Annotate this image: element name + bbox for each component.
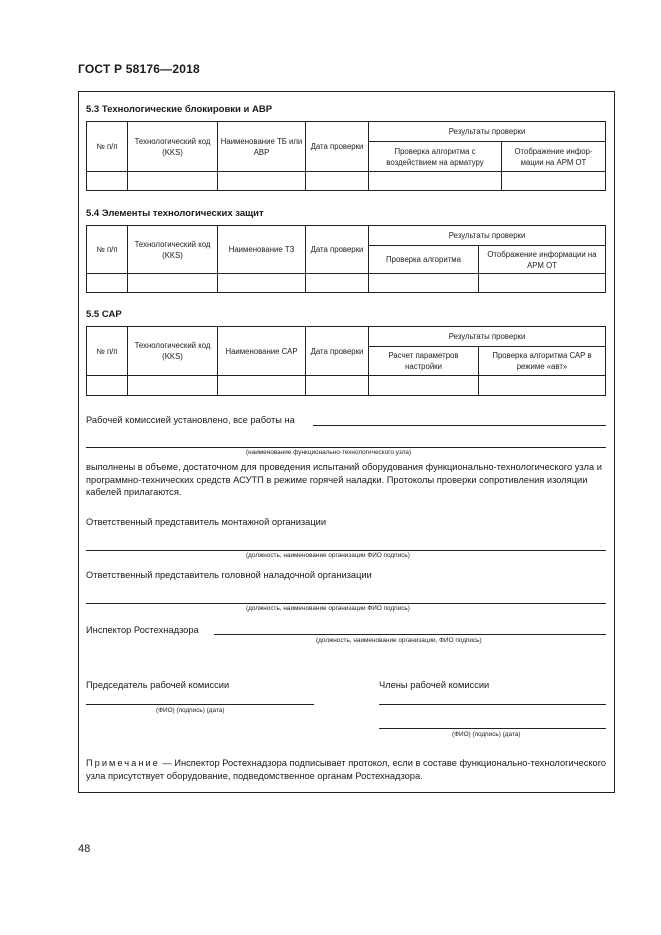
empty-cell[interactable]: [479, 274, 606, 293]
commissioning-caption: (должность, наименование организации ФИО подпись): [246, 605, 410, 612]
empty-cell[interactable]: [218, 376, 306, 396]
col-header-results: Результаты проверки: [369, 327, 606, 347]
mounting-signature-line[interactable]: [86, 550, 606, 551]
chairman-signature-line[interactable]: [86, 704, 314, 705]
page-number: 48: [78, 843, 91, 855]
empty-cell[interactable]: [87, 376, 128, 396]
empty-cell[interactable]: [369, 274, 479, 293]
empty-cell[interactable]: [369, 172, 502, 191]
empty-cell[interactable]: [306, 172, 369, 191]
col-header-num: № п/п: [87, 327, 128, 376]
section-title-5-4: 5.4 Элементы технологических защит: [86, 208, 264, 219]
note: [86, 757, 610, 783]
col-header-kks: Технологический код (KKS): [128, 327, 218, 376]
table-5-5: [86, 326, 606, 396]
empty-cell[interactable]: [479, 376, 606, 396]
col-header-kks: Технологический код (KKS): [128, 226, 218, 274]
col-header-name: Наименование ТЗ: [218, 226, 306, 274]
commissioning-signature-line[interactable]: [86, 603, 606, 604]
unit-fill-line-2[interactable]: [86, 447, 606, 448]
empty-cell[interactable]: [218, 274, 306, 293]
table-5-3: [86, 121, 606, 191]
inspector-signature-line[interactable]: [214, 634, 606, 635]
members-caption: (ФИО) (подпись) (дата): [452, 731, 521, 738]
document-code: ГОСТ Р 58176—2018: [78, 62, 200, 76]
mounting-rep-label: Ответственный представитель монтажной организации: [86, 517, 327, 527]
col-header-result-2: Отображение инфор-мации на АРМ ОТ: [502, 142, 606, 172]
chairman-caption: (ФИО) (подпись) (дата): [156, 707, 225, 714]
commissioning-rep-label: Ответственный представитель головной наладочной организации: [86, 570, 372, 580]
members-signature-line-1[interactable]: [379, 704, 606, 705]
inspector-label: Инспектор Ростехнадзора: [86, 625, 199, 635]
empty-cell[interactable]: [218, 172, 306, 191]
members-signature-line-2[interactable]: [379, 728, 606, 729]
section-title-5-5: 5.5 САР: [86, 309, 122, 320]
empty-cell[interactable]: [502, 172, 606, 191]
col-header-result-1: Проверка алгоритма: [369, 246, 479, 274]
col-header-name: Наименование САР: [218, 327, 306, 376]
col-header-num: № п/п: [87, 122, 128, 172]
chairman-label: Председатель рабочей комиссии: [86, 680, 230, 690]
note-label: Примечание: [86, 758, 160, 768]
empty-cell[interactable]: [128, 274, 218, 293]
col-header-result-2: Проверка алгоритма САР в режиме «авт»: [479, 347, 606, 376]
col-header-num: № п/п: [87, 226, 128, 274]
table-5-4: [86, 225, 606, 293]
empty-cell[interactable]: [306, 274, 369, 293]
col-header-date: Дата проверки: [306, 226, 369, 274]
empty-cell[interactable]: [87, 274, 128, 293]
empty-cell[interactable]: [128, 172, 218, 191]
commission-intro: Рабочей комиссией установлено, все работы на: [86, 415, 295, 425]
col-header-result-1: Проверка алгоритма с воздействием на арматуру: [369, 142, 502, 172]
unit-caption: (наименование функционально-технологического узла): [246, 449, 412, 456]
empty-cell[interactable]: [87, 172, 128, 191]
mounting-caption: (должность, наименование организации ФИО подпись): [246, 552, 410, 559]
inspector-caption: (должность, наименование организации, ФИО подпись): [316, 637, 482, 644]
empty-cell[interactable]: [128, 376, 218, 396]
col-header-date: Дата проверки: [306, 327, 369, 376]
note-text: — Инспектор Ростехнадзора подписывает протокол, если в составе функционально-технологического узла присутствует оборудование, подведомственное органам Ростехнадзора.: [86, 758, 607, 781]
members-label: Члены рабочей комиссии: [379, 680, 490, 690]
col-header-kks: Технологический код (KKS): [128, 122, 218, 172]
unit-fill-line-1[interactable]: [313, 425, 606, 426]
col-header-date: Дата проверки: [306, 122, 369, 172]
empty-cell[interactable]: [369, 376, 479, 396]
section-title-5-3: 5.3 Технологические блокировки и АВР: [86, 104, 273, 115]
col-header-results: Результаты проверки: [369, 226, 606, 246]
commission-body: выполнены в объеме, достаточном для проведения испытаний оборудования функционально-технологического узла и программно-технических средств АСУТП в режиме горячей наладки. Протоколы проверки сопротивления изоляции кабелей прилагаются.: [86, 462, 602, 497]
col-header-name: Наименование ТБ или АВР: [218, 122, 306, 172]
col-header-result-2: Отображение информации на АРМ ОТ: [479, 246, 606, 274]
empty-cell[interactable]: [306, 376, 369, 396]
col-header-results: Результаты проверки: [369, 122, 606, 142]
col-header-result-1: Расчет параметров настройки: [369, 347, 479, 376]
